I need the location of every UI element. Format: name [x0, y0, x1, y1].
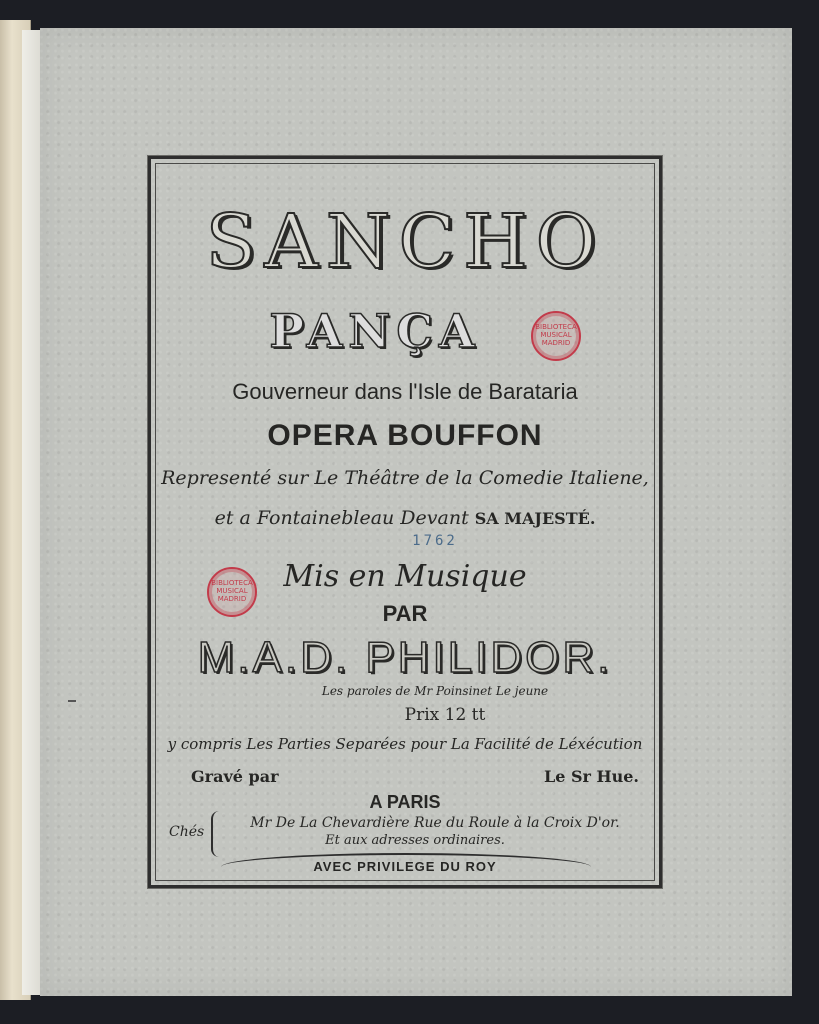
ches-label: Chés: [169, 824, 205, 840]
title-frame: [148, 156, 662, 888]
stamp-text-2: BIBLIOTECA MUSICAL MADRID: [211, 579, 253, 603]
majeste-text: SA MAJESTÉ.: [474, 509, 596, 528]
engraved-by-label: Gravé par: [191, 767, 279, 786]
library-stamp-icon: [531, 311, 581, 361]
parts-included-line: y compris Les Parties Separées pour La Facilité de Léxécution: [167, 735, 643, 753]
composer-name: M.A.D. PHILIDOR.: [197, 633, 613, 682]
publisher-address: Mr De La Chevardière Rue du Roule à la Croix D'or.: [250, 815, 620, 831]
par-label: PAR: [382, 601, 428, 626]
performance-line: Representé sur Le Théâtre de la Comedie Italiene,: [161, 467, 649, 489]
price: Prix 12 tt: [404, 705, 486, 725]
year-stamp: 1762: [412, 533, 458, 549]
margin-mark: [68, 700, 76, 702]
title-sancho: SANCHO: [205, 199, 605, 285]
genre-heading: OPERA BOUFFON: [267, 419, 543, 452]
stamp-text: BIBLIOTECA MUSICAL MADRID: [535, 323, 577, 347]
other-addresses: Et aux adresses ordinaires.: [325, 833, 505, 848]
engraver-name: Le Sr Hue.: [543, 767, 639, 786]
publisher-city: A PARIS: [369, 792, 441, 812]
fontainebleau-text: et a Fontainebleau Devant: [214, 507, 469, 529]
lyricist-line: Les paroles de Mr Poinsinet Le jeune: [321, 684, 549, 698]
title-panca: PANÇA: [269, 304, 481, 358]
mis-en-musique: Mis en Musique: [283, 559, 527, 594]
royal-privilege: AVEC PRIVILEGE DU ROY: [313, 859, 497, 874]
fontainebleau-line: [151, 507, 659, 529]
subtitle-gouverneur: Gouverneur dans l'Isle de Barataria: [232, 379, 578, 404]
title-page: [40, 28, 792, 996]
